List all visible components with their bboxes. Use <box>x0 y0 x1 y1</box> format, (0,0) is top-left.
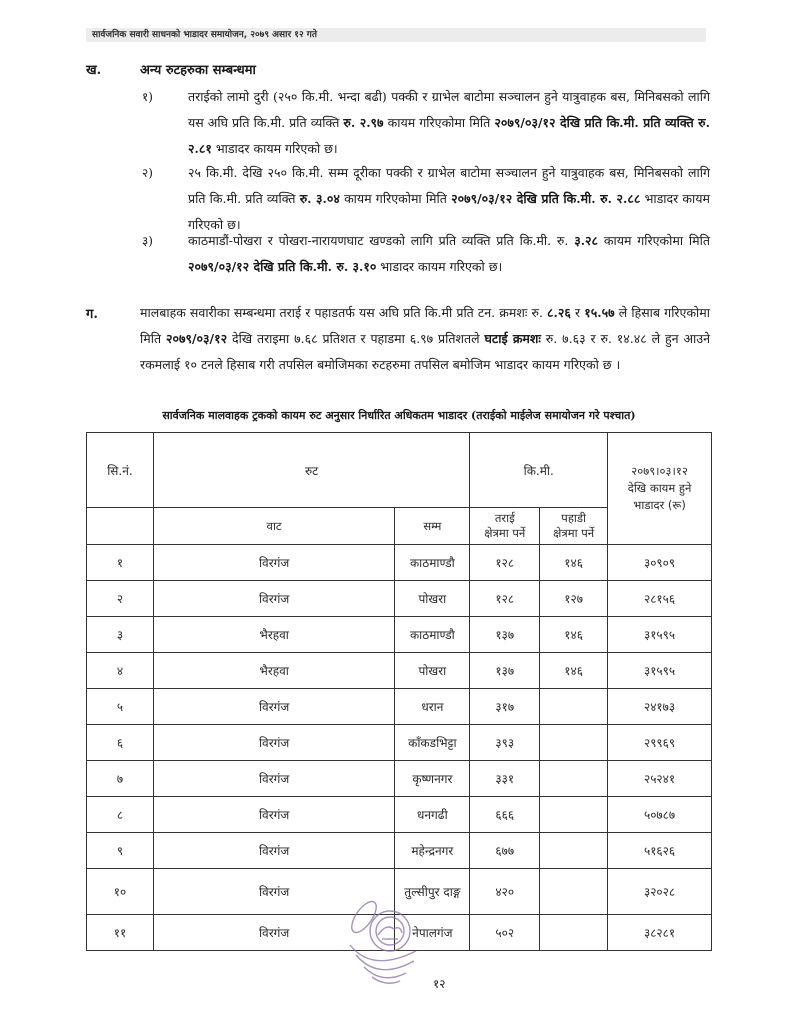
text-run: भाडादर कायम गरिएको छ। <box>376 259 503 274</box>
cell-rate: ३८२८१ <box>608 915 712 951</box>
item-number: १) <box>142 90 153 104</box>
table-row <box>87 545 712 581</box>
cell-rate: २४१७३ <box>608 689 712 725</box>
section-letter: ख. <box>86 63 102 78</box>
cell-terai: १३७ <box>470 617 540 653</box>
cell-from: विरगंज <box>153 797 395 833</box>
cell-hill <box>540 797 608 833</box>
cell-from: विरगंज <box>153 869 395 915</box>
text-run-bold: ८.२६ <box>547 305 571 320</box>
cell-to: काँकडभिट्टा <box>395 725 470 761</box>
cell-from: विरगंज <box>153 833 395 869</box>
cell-to: धनगढी <box>395 797 470 833</box>
cell-hill <box>540 725 608 761</box>
text-run: २५ कि.मी. देखि २५० कि.मी. सम्म दूरीका पक्की र ग्राभेल बाटोमा सञ्चालन हुने यात्रुवाहक बस, मिनिबसको लागि प्रति कि.मी. प्रति व्यक्ति <box>188 165 710 206</box>
cell-from: विरगंज <box>153 915 395 951</box>
cell-hill: १२७ <box>540 581 608 617</box>
cell-to: नेपालगंज <box>395 915 470 951</box>
header-rate-label: देखि कायम हुने <box>627 481 692 495</box>
item-text <box>188 84 710 162</box>
table-header-row <box>87 433 712 508</box>
table-row <box>87 653 712 689</box>
cell-terai: ६६६ <box>470 797 540 833</box>
cell-to: काठमाण्डौ <box>395 617 470 653</box>
text-run-bold: २०७९/०३/१२ देखि प्रति कि.मी. रु. २.८८ <box>451 191 641 206</box>
item-number: ३) <box>142 234 153 248</box>
text-run: कायम गरिएकोमा मिति <box>383 115 495 130</box>
cell-sn: १० <box>87 869 154 915</box>
cell-sn: ३ <box>87 617 154 653</box>
cell-hill <box>540 833 608 869</box>
fare-table <box>86 432 712 951</box>
cell-terai: ६७७ <box>470 833 540 869</box>
table-row <box>87 581 712 617</box>
cell-terai: ३१७ <box>470 689 540 725</box>
cell-sn: ७ <box>87 761 154 797</box>
text-run-bold: २०७९/०३/१२ देखि प्रति कि.मी. प्रति व्यक्ति रु. २.८१ <box>188 115 710 156</box>
section-letter: ग. <box>86 307 98 322</box>
text-run: काठमाडौं-पोखरा र पोखरा-नारायणघाट खण्डको लागि प्रति व्यक्ति प्रति कि.मी. रु. <box>188 233 575 248</box>
cell-from: विरगंज <box>153 761 395 797</box>
cell-sn: १ <box>87 545 154 581</box>
text-run: भाडादर कायम गरिएको छ। <box>188 191 710 232</box>
cell-to: कृष्णनगर <box>395 761 470 797</box>
text-run-bold: रु. ३.०४ <box>299 191 340 206</box>
cell-rate: ३१५९५ <box>608 617 712 653</box>
cell-from: विरगंज <box>153 725 395 761</box>
cell-to: पोखरा <box>395 653 470 689</box>
header-km: कि.मी. <box>470 433 608 508</box>
cell-from: विरगंज <box>153 545 395 581</box>
running-header: सार्वजनिक सवारी साधनको भाडादर समायोजन, २०७९ असार १२ गते <box>86 28 706 42</box>
table-row <box>87 833 712 869</box>
cell-hill <box>540 869 608 915</box>
cell-terai: १२८ <box>470 581 540 617</box>
cell-sn: ४ <box>87 653 154 689</box>
header-hill <box>540 508 608 545</box>
header-rate <box>608 433 712 545</box>
text-run: ले हिसाब गरिएकोमा मिति <box>140 305 711 346</box>
item-text <box>188 160 710 238</box>
text-run: र <box>570 305 585 320</box>
text-run: देखि तराइमा ७.६८ प्रतिशत र पहाडमा ६.९७ प्रतिशतले <box>227 331 485 346</box>
header-to: सम्म <box>395 508 470 545</box>
cell-sn: २ <box>87 581 154 617</box>
cell-rate: ५०७८७ <box>608 797 712 833</box>
cell-rate: २८१५६ <box>608 581 712 617</box>
cell-rate: ३२०२८ <box>608 869 712 915</box>
table-row <box>87 617 712 653</box>
header-route: रुट <box>153 433 469 508</box>
header-rate-date: २०७९।०३।१२ <box>631 464 688 478</box>
cell-sn: ६ <box>87 725 154 761</box>
cell-hill: १४६ <box>540 545 608 581</box>
cell-from: भैरहवा <box>153 653 395 689</box>
cell-hill <box>540 915 608 951</box>
section-title: अन्य रुटहरुका सम्बन्धमा <box>140 63 256 78</box>
cell-sn: ५ <box>87 689 154 725</box>
cell-terai: ३९३ <box>470 725 540 761</box>
header-hill-line2: क्षेत्रमा पर्ने <box>553 526 595 540</box>
cell-from: विरगंज <box>153 581 395 617</box>
text-run-bold: २०७९/०३/१२ देखि प्रति कि.मी. रु. ३.१० <box>188 259 377 274</box>
header-hill-line1: पहाडी <box>561 511 587 525</box>
cell-from: विरगंज <box>153 689 395 725</box>
cell-sn: ८ <box>87 797 154 833</box>
item-number: २) <box>142 166 153 180</box>
cell-rate: २५२४१ <box>608 761 712 797</box>
cell-rate: ३१५९५ <box>608 653 712 689</box>
text-run-bold: ३.२८ <box>574 233 599 248</box>
text-run-bold: २०७९/०३/१२ <box>165 331 228 346</box>
item-text <box>188 228 710 280</box>
cell-to: धरान <box>395 689 470 725</box>
cell-rate: २९९६९ <box>608 725 712 761</box>
header-rate-unit: भाडादर (रू) <box>633 498 686 512</box>
cell-terai: ३३१ <box>470 761 540 797</box>
cell-to: तुल्सीपुर दाङ्ग <box>395 869 470 915</box>
header-terai-line1: तराई <box>494 511 515 525</box>
text-run: मालबाहक सवारीका सम्बन्धमा तराई र पहाडतर्फ यस अघि प्रति कि.मी प्रति टन. क्रमशः रु. <box>140 305 548 320</box>
header-from: वाट <box>153 508 395 545</box>
official-seal-stamp <box>342 895 442 995</box>
text-run-bold: १५.५७ <box>584 305 615 320</box>
header-sn-empty <box>87 508 154 545</box>
text-run: तराईको लामो दुरी (२५० कि.मी. भन्दा बढी) पक्की र ग्राभेल बाटोमा सञ्चालन हुने यात्रुवाहक बस, मिनिबसको लागि यस अघि प्रति कि.मी. प्रति व्यक्ति <box>188 89 710 130</box>
cell-terai: १२८ <box>470 545 540 581</box>
cell-hill <box>540 761 608 797</box>
table-row <box>87 797 712 833</box>
cell-terai: ५०२ <box>470 915 540 951</box>
text-run: रु. ७.६३ र रु. १४.४८ ले हुन आउने रकमलाई १० टनले हिसाब गरी तपसिल बमोजिमका रुटहरुमा तपसिल बमोजिम भाडादर कायम गरिएको छ । <box>140 331 711 372</box>
cell-sn: ९ <box>87 833 154 869</box>
section-ga-text <box>140 300 710 378</box>
text-run: कायम गरिएकोमा मिति <box>339 191 452 206</box>
cell-to: पोखरा <box>395 581 470 617</box>
cell-to: महेन्द्रनगर <box>395 833 470 869</box>
cell-terai: १३७ <box>470 653 540 689</box>
cell-hill: १४६ <box>540 617 608 653</box>
cell-to: काठमाण्डौ <box>395 545 470 581</box>
table-caption: सार्वजनिक मालवाहक ट्रकको कायम रुट अनुसार निर्धारित अधिकतम भाडादर (तराईको माईलेज समायोजन गरे पश्चात) <box>162 409 636 422</box>
text-run-bold: रु. २.९७ <box>343 115 384 130</box>
text-run-bold: घटाई क्रमशः <box>484 331 541 346</box>
page-number: १२ <box>433 977 446 991</box>
cell-sn: ११ <box>87 915 154 951</box>
table-row <box>87 689 712 725</box>
text-run: भाडादर कायम गरिएको छ। <box>211 141 338 156</box>
header-sn: सि.नं. <box>87 433 154 508</box>
table-row <box>87 725 712 761</box>
cell-hill: १४६ <box>540 653 608 689</box>
table-row <box>87 761 712 797</box>
seal-icon <box>342 895 442 995</box>
cell-from: भैरहवा <box>153 617 395 653</box>
cell-terai: ४२० <box>470 869 540 915</box>
header-terai-line2: क्षेत्रमा पर्ने <box>484 526 526 540</box>
cell-rate: ३०९०९ <box>608 545 712 581</box>
text-run: कायम गरिएकोमा मिति <box>598 233 710 248</box>
cell-hill <box>540 689 608 725</box>
header-terai <box>470 508 540 545</box>
cell-rate: ५१६२६ <box>608 833 712 869</box>
